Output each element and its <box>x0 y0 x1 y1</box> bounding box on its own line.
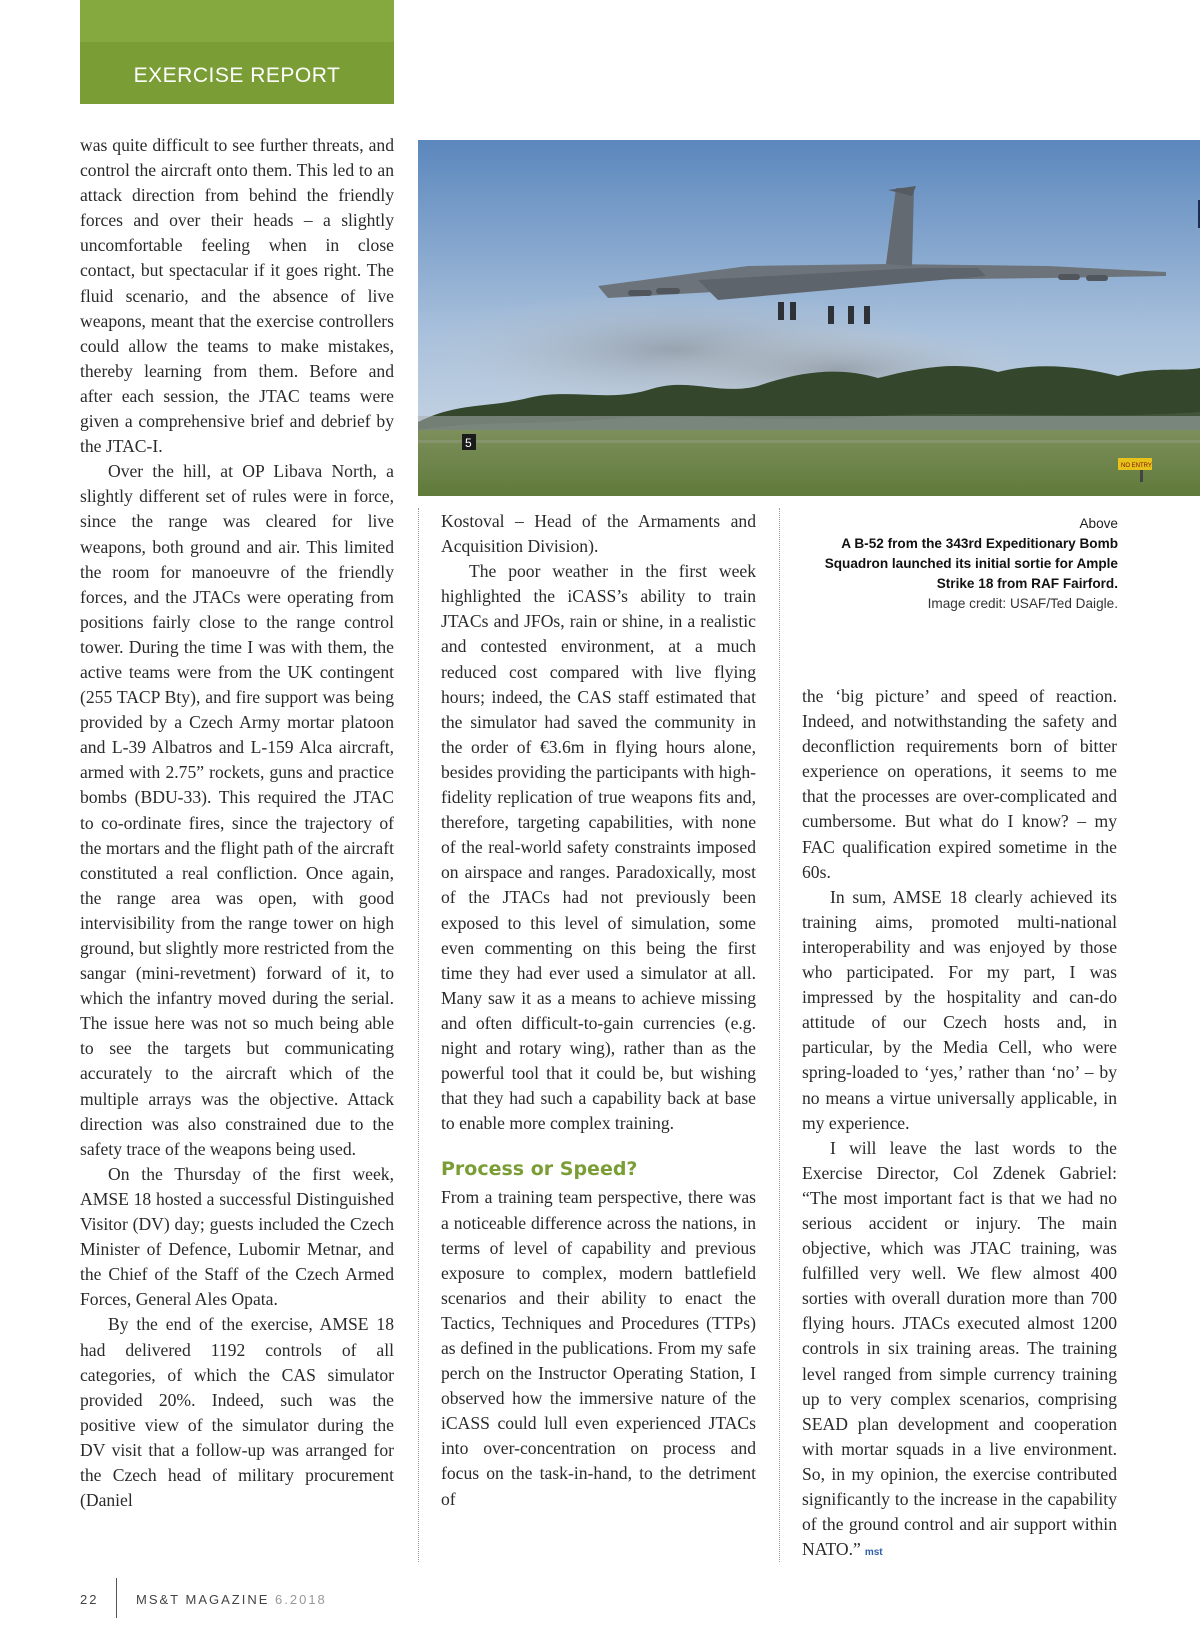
column-divider-1 <box>418 508 419 1562</box>
col3-paragraph-3: I will leave the last words to the Exercise Director, Col Zdenek Gabriel: “The most important fact is that we had no serious accident or injury. The main objective, which was JTAC training, was fulfilled very well. We flew almost 400 sorties with overall duration more than 700 flying hours. JTACs executed almost 1200 controls in six training areas. The training level ranged from simple currency training up to very complex scenarios, comprising SEAD plan development and cooperation with mortar squads in a live environment. So, in my opinion, the exercise contributed significantly to the increase in the capability of the ground control and air support within NATO.” <box>802 1137 1117 1560</box>
end-mark-mst: mst <box>864 1547 883 1559</box>
caption-text: A B-52 from the 343rd Expeditionary Bomb Squadron launched its initial sortie for Ample Strike 18 from RAF Fairford. <box>824 536 1118 591</box>
caption-label: Above <box>1079 516 1118 531</box>
column-divider-2 <box>779 508 780 1562</box>
no-entry-sign-text: NO ENTRY <box>1121 463 1152 469</box>
section-header-tab <box>80 0 394 104</box>
col2-paragraph-1: Kostoval – Head of the Armaments and Acquisition Division). <box>441 511 756 557</box>
perimeter-fence <box>418 416 1200 430</box>
col2-paragraph-3: From a training team perspective, there was a noticeable difference across the nations, in terms of level of capability and previous exposure to complex, modern battlefield scenarios and their ability to enact the Tactics, Techniques and Procedures (TTPs) as defined in the publications. From my safe perch on the Instructor Operating Station, I observed how the immersive nature of the iCASS could lull even experienced JTACs into over-concentration on process and focus on the task-in-hand, to the detriment of <box>441 1187 756 1509</box>
page-number: 22 <box>80 1592 99 1607</box>
article-column-1 <box>80 133 394 1513</box>
col1-paragraph-2: Over the hill, at OP Libava North, a slightly different set of rules were in force, since the range was cleared for live weapons, both ground and air. This limited the room for manoeuvre of the friendly forces, and the JTACs were operating from positions fairly close to the range control tower. During the time I was with them, the active teams were from the UK contingent (255 TACP Bty), and fire support was being provided by a Czech Army mortar platoon and L-39 Albatros and L-159 Alca aircraft, armed with 2.75” rockets, guns and practice bombs (BDU-33). This required the JTAC to co-ordinate fires, since the trajectory of the mortars and the flight path of the aircraft constituted a real confliction. Once again, the range area was open, with good intervisibility from the range tower on high ground, but slightly more restricted from the sangar (mini-revetment) forward of it, to which the infantry moved during the serial. The issue here was not so much being able to see the targets but communicating accurately to the aircraft which of the multiple arrays was the objective. Attack direction was also constrained due to the safety trace of the weapons being used. <box>80 461 394 1159</box>
col1-paragraph-4: By the end of the exercise, AMSE 18 had delivered 1192 controls of all categories, of which the CAS simulator provided 20%. Indeed, such was the positive view of the simulator during the DV visit that a follow-up was arranged for the Czech head of military procurement (Daniel <box>80 1314 394 1511</box>
runway-sign-number: 5 <box>465 436 472 450</box>
article-column-3 <box>802 684 1117 1565</box>
b52-photo <box>418 140 1200 496</box>
col1-paragraph-3: On the Thursday of the first week, AMSE 18 hosted a successful Distinguished Visitor (DV) day; guests included the Czech Minister of Defence, Lubomir Metnar, and the Chief of the Staff of the Czech Armed Forces, General Ales Opata. <box>80 1163 394 1310</box>
col3-paragraph-2: In sum, AMSE 18 clearly achieved its training aims, promoted multi-national interoperability and was enjoyed by those who participated. For my part, I was impressed by the hospitality and can-do attitude of our Czech hosts and, in particular, by the Media Cell, who were spring-loaded to ‘yes,’ rather than ‘no’ – by no means a virtue universally applicable, in my experience. <box>802 886 1117 1133</box>
col2-paragraph-2: The poor weather in the first week highlighted the iCASS’s ability to train JTACs and JFOs, rain or shine, in a realistic and contested environment, at a much reduced cost compared with live flying hours; indeed, the CAS staff estimated that the simulator had saved the community in the order of €3.6m in flying hours alone, besides providing the participants with high-fidelity replication of true weapons fits and, therefore, targeting capabilities, with none of the real-world safety constraints imposed on airspace and ranges. Paradoxically, most of the JTACs had not previously been exposed to this level of simulation, some even commenting on this being the first time they had ever used a simulator at all. Many saw it as a means to achieve missing and often difficult-to-gain currencies (e.g. night and rotary wing), rather than as the powerful tool that it could be, but wishing that they had such a capability back at base to enable more complex training. <box>441 561 756 1134</box>
footer-divider <box>116 1578 117 1618</box>
page-footer <box>80 1588 480 1628</box>
subheading-process-or-speed: Process or Speed? <box>441 1158 638 1181</box>
header-tab-top-band <box>80 0 394 42</box>
col3-paragraph-1: the ‘big picture’ and speed of reaction. Indeed, and notwithstanding the safety and deconfliction requirements born of bitter experience on operations, it seems to me that the processes are over-complicated and cumbersome. But what do I know? – my FAC qualification expired sometime in the 60s. <box>802 686 1117 882</box>
issue-date: 6.2018 <box>275 1592 327 1607</box>
col1-paragraph-1: was quite difficult to see further threats, and control the aircraft onto them. This led to an attack direction from behind the friendly forces and over their heads – a slightly uncomfortable feeling when in close contact, but spectacular if it goes right. The fluid scenario, and the absence of live weapons, meant that the exercise controllers could allow the teams to make mistakes, thereby learning from them. Before and after each session, the JTAC teams were given a comprehensive brief and debrief by the JTAC-I. <box>80 135 394 457</box>
magazine-name: MS&T MAGAZINE <box>136 1592 270 1607</box>
footer-masthead <box>136 1592 327 1607</box>
section-label: EXERCISE REPORT <box>133 64 341 87</box>
airfield-grass <box>418 430 1200 496</box>
photo-caption <box>802 514 1118 614</box>
caption-credit: Image credit: USAF/Ted Daigle. <box>927 596 1118 611</box>
article-column-2 <box>441 509 756 1512</box>
